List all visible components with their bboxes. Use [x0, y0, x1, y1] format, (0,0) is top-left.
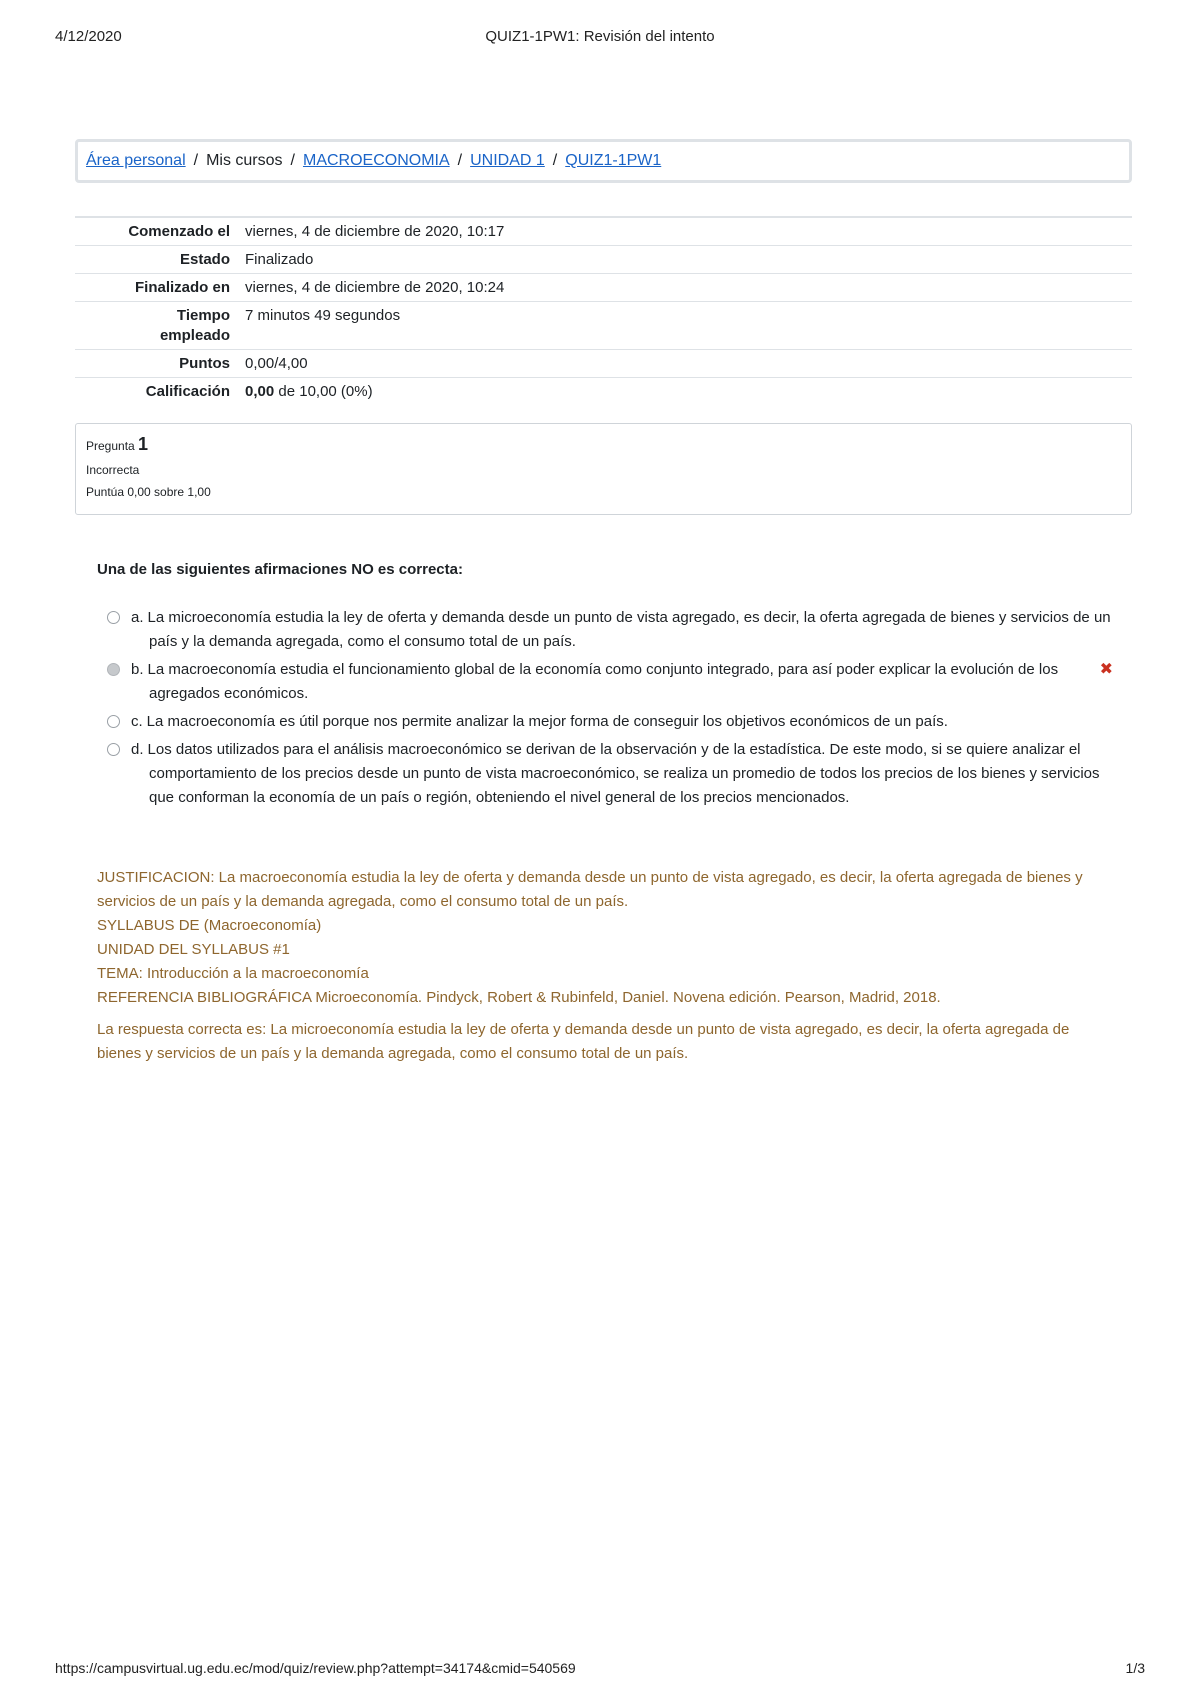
question-number-value: 1 [138, 434, 149, 454]
summary-value: Finalizado [245, 251, 314, 268]
summary-label: Estado [179, 251, 230, 268]
question-text: Una de las siguientes afirmaciones NO es correcta: [97, 561, 463, 578]
answer-text: La macroeconomía estudia el funcionamiento global de la economía como conjunto integrado, para así poder explicar la evolución de los agregados económicos. [147, 661, 1059, 702]
breadcrumb-separator: / [552, 152, 558, 169]
summary-value: viernes, 4 de diciembre de 2020, 10:17 [245, 223, 505, 240]
print-header [55, 28, 1145, 48]
answer-body [131, 658, 1101, 706]
answer-text: La microeconomía estudia la ley de oferta y demanda desde un punto de vista agregado, es decir, la oferta agregada de bienes y servicios de un país y la demanda agregada, como el consumo total de un país. [147, 609, 1111, 650]
breadcrumb-link-area-personal[interactable]: Área personal [86, 152, 186, 169]
radio-button[interactable] [107, 715, 120, 728]
summary-label: Finalizado en [134, 279, 230, 296]
answer-text: La macroeconomía es útil porque nos permite analizar la mejor forma de conseguir los objetivos económicos de un país. [146, 713, 948, 730]
breadcrumb-separator: / [193, 152, 199, 169]
answer-body [131, 710, 1115, 734]
print-footer [55, 1660, 1145, 1680]
answer-list [105, 606, 1115, 814]
summary-value: 7 minutos 49 segundos [245, 307, 401, 324]
breadcrumb [75, 139, 1132, 183]
answer-letter: d. [131, 741, 144, 758]
summary-row-points [75, 350, 1132, 378]
answer-option-c[interactable] [105, 710, 1115, 734]
summary-label-line: empleado [159, 327, 230, 344]
summary-value: 0,00/4,00 [245, 355, 308, 372]
answer-letter: a. [131, 609, 144, 626]
breadcrumb-item-mis-cursos: Mis cursos [206, 152, 283, 169]
grade-out-of: de 10,00 (0%) [278, 383, 373, 400]
answer-text: Los datos utilizados para el análisis macroeconómico se derivan de la observación y de la estadística. De este modo, si se quiere analizar el comportamiento de los precios desde un punto de vista macroeconómico, se realiza un promedio de todos los precios de los bienes y servicios que conforman la economía de un país o región, obteniendo el nivel general de los precios mencionados. [147, 741, 1100, 806]
radio-button[interactable] [107, 611, 120, 624]
summary-label: Puntos [179, 355, 230, 372]
print-date: 4/12/2020 [55, 28, 122, 45]
summary-row-time [75, 302, 1132, 350]
breadcrumb-link-unit[interactable]: UNIDAD 1 [470, 152, 545, 169]
feedback-reference: REFERENCIA BIBLIOGRÁFICA Microeconomía. Pindyck, Robert & Rubinfeld, Daniel. Novena edición. Pearson, Madrid, 2018. [97, 989, 941, 1006]
question-grade: Puntúa 0,00 sobre 1,00 [86, 485, 211, 499]
feedback-unit: UNIDAD DEL SYLLABUS #1 [97, 941, 290, 958]
breadcrumb-link-course[interactable]: MACROECONOMIA [302, 152, 450, 169]
feedback-topic: TEMA: Introducción a la macroeconomía [97, 965, 369, 982]
breadcrumb-separator: / [290, 152, 295, 169]
summary-row-finished [75, 274, 1132, 302]
answer-letter: c. [131, 713, 143, 730]
answer-letter: b. [131, 661, 144, 678]
incorrect-icon: ✖ [1099, 661, 1113, 678]
summary-label [75, 302, 238, 350]
feedback-justification: JUSTIFICACION: La macroeconomía estudia la ley de oferta y demanda desde un punto de vista agregado, es decir, la oferta agregada de bienes y servicios de un país y la demanda agregada, como el consumo total de un país. [97, 869, 1083, 910]
answer-body [131, 606, 1115, 654]
radio-button[interactable] [107, 743, 120, 756]
question-number-label: Pregunta [86, 439, 135, 453]
answer-body [131, 738, 1115, 810]
question-number [86, 434, 1121, 455]
summary-value [238, 378, 1132, 406]
breadcrumb-separator: / [457, 152, 463, 169]
summary-label: Comenzado el [128, 223, 230, 240]
print-page-title: QUIZ1-1PW1: Revisión del intento [485, 28, 715, 45]
summary-row-started [75, 217, 1132, 246]
radio-button-selected[interactable] [107, 663, 120, 676]
breadcrumb-link-quiz[interactable]: QUIZ1-1PW1 [565, 152, 662, 169]
question-info-box [75, 423, 1132, 515]
summary-row-state [75, 246, 1132, 274]
summary-value: viernes, 4 de diciembre de 2020, 10:24 [245, 279, 505, 296]
summary-label: Calificación [145, 383, 230, 400]
print-page-number: 1/3 [1125, 1660, 1145, 1676]
attempt-summary-table [75, 216, 1132, 405]
answer-option-a[interactable] [105, 606, 1115, 654]
summary-row-grade [75, 378, 1132, 406]
answer-option-b[interactable] [105, 658, 1115, 706]
general-feedback [97, 866, 1107, 1010]
answer-option-d[interactable] [105, 738, 1115, 810]
question-state: Incorrecta [86, 463, 140, 477]
right-answer: La respuesta correcta es: La microeconomía estudia la ley de oferta y demanda desde un punto de vista agregado, es decir, la oferta agregada de bienes y servicios de un país y la demanda agregada, como el consumo total de un país. [97, 1021, 1070, 1062]
summary-label-line: Tiempo [176, 307, 230, 324]
feedback-syllabus: SYLLABUS DE (Macroeconomía) [97, 917, 322, 934]
print-url: https://campusvirtual.ug.edu.ec/mod/quiz/review.php?attempt=34174&cmid=540569 [55, 1660, 576, 1676]
grade-score: 0,00 [245, 383, 275, 400]
